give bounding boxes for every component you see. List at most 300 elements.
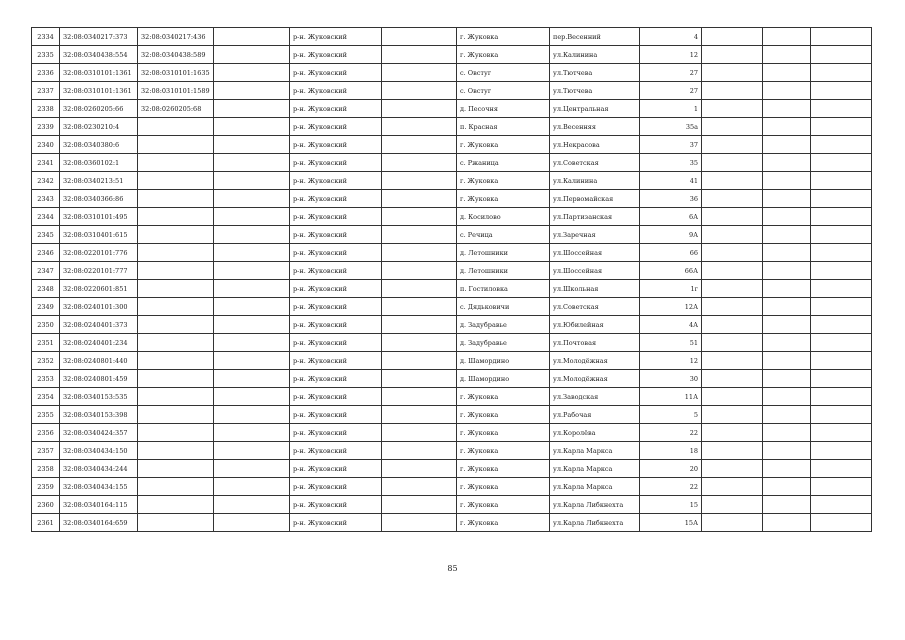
locality-cell: с. Речица: [457, 226, 550, 244]
table-row: [32, 352, 872, 370]
extra-col-c-cell: [811, 496, 872, 514]
table-row: [32, 226, 872, 244]
locality-cell: с. Овстуг: [457, 82, 550, 100]
district-cell: р-н. Жуковский: [290, 82, 382, 100]
street-cell: ул.Юбилейная: [550, 316, 640, 334]
extra-col-c-cell: [811, 334, 872, 352]
extra-col-c-cell: [811, 280, 872, 298]
house-number-cell: 66: [640, 244, 702, 262]
extra-col-b-cell: [763, 244, 811, 262]
locality-cell: д. Летошники: [457, 262, 550, 280]
district-cell: р-н. Жуковский: [290, 352, 382, 370]
extra-cadastral-number-cell: [214, 496, 290, 514]
table-row: [32, 406, 872, 424]
street-cell: ул.Рабочая: [550, 406, 640, 424]
row-number-cell: 2356: [32, 424, 60, 442]
linked-cadastral-number-cell: [138, 298, 214, 316]
locality-extra-cell: [382, 424, 457, 442]
extra-cadastral-number-cell: [214, 46, 290, 64]
cadastral-number-cell: 32:08:0220101:776: [60, 244, 138, 262]
extra-col-a-cell: [702, 190, 763, 208]
extra-col-a-cell: [702, 460, 763, 478]
row-number-cell: 2347: [32, 262, 60, 280]
extra-col-b-cell: [763, 478, 811, 496]
cadastral-number-cell: 32:08:0340164:115: [60, 496, 138, 514]
linked-cadastral-number-cell: [138, 172, 214, 190]
district-cell: р-н. Жуковский: [290, 388, 382, 406]
district-cell: р-н. Жуковский: [290, 100, 382, 118]
locality-extra-cell: [382, 442, 457, 460]
locality-cell: г. Жуковка: [457, 136, 550, 154]
extra-col-b-cell: [763, 190, 811, 208]
extra-cadastral-number-cell: [214, 424, 290, 442]
street-cell: ул.Карла Либкнехта: [550, 496, 640, 514]
locality-cell: д. Задубравье: [457, 334, 550, 352]
district-cell: р-н. Жуковский: [290, 28, 382, 46]
extra-col-c-cell: [811, 460, 872, 478]
house-number-cell: 22: [640, 478, 702, 496]
locality-extra-cell: [382, 226, 457, 244]
extra-col-a-cell: [702, 154, 763, 172]
extra-col-a-cell: [702, 298, 763, 316]
locality-cell: г. Жуковка: [457, 460, 550, 478]
extra-col-a-cell: [702, 352, 763, 370]
cadastral-number-cell: 32:08:0340424:357: [60, 424, 138, 442]
cadastral-number-cell: 32:08:0220101:777: [60, 262, 138, 280]
house-number-cell: 30: [640, 370, 702, 388]
extra-cadastral-number-cell: [214, 406, 290, 424]
house-number-cell: 1г: [640, 280, 702, 298]
extra-col-c-cell: [811, 442, 872, 460]
cadastral-number-cell: 32:08:0360102:1: [60, 154, 138, 172]
extra-col-a-cell: [702, 262, 763, 280]
locality-cell: д. Шамордино: [457, 370, 550, 388]
table-row: [32, 46, 872, 64]
street-cell: ул.Центральная: [550, 100, 640, 118]
extra-col-a-cell: [702, 514, 763, 532]
extra-col-b-cell: [763, 46, 811, 64]
linked-cadastral-number-cell: 32:08:0260205:68: [138, 100, 214, 118]
house-number-cell: 35: [640, 154, 702, 172]
table-row: [32, 244, 872, 262]
linked-cadastral-number-cell: [138, 442, 214, 460]
locality-extra-cell: [382, 370, 457, 388]
street-cell: ул.Первомайская: [550, 190, 640, 208]
extra-cadastral-number-cell: [214, 136, 290, 154]
locality-extra-cell: [382, 82, 457, 100]
street-cell: ул.Некрасова: [550, 136, 640, 154]
locality-cell: д. Косилово: [457, 208, 550, 226]
locality-extra-cell: [382, 262, 457, 280]
locality-extra-cell: [382, 28, 457, 46]
extra-col-a-cell: [702, 334, 763, 352]
cadastral-number-cell: 32:08:0310401:615: [60, 226, 138, 244]
extra-cadastral-number-cell: [214, 226, 290, 244]
table-row: [32, 172, 872, 190]
extra-cadastral-number-cell: [214, 442, 290, 460]
extra-col-c-cell: [811, 316, 872, 334]
extra-cadastral-number-cell: [214, 100, 290, 118]
extra-col-a-cell: [702, 100, 763, 118]
district-cell: р-н. Жуковский: [290, 442, 382, 460]
street-cell: ул.Калинина: [550, 172, 640, 190]
table-row: [32, 334, 872, 352]
district-cell: р-н. Жуковский: [290, 190, 382, 208]
cadastral-number-cell: 32:08:0340213:51: [60, 172, 138, 190]
extra-cadastral-number-cell: [214, 334, 290, 352]
extra-col-a-cell: [702, 478, 763, 496]
row-number-cell: 2355: [32, 406, 60, 424]
extra-col-a-cell: [702, 316, 763, 334]
street-cell: ул.Тютчева: [550, 82, 640, 100]
locality-extra-cell: [382, 208, 457, 226]
extra-col-c-cell: [811, 352, 872, 370]
cadastral-number-cell: 32:08:0230210:4: [60, 118, 138, 136]
street-cell: пер.Весенний: [550, 28, 640, 46]
linked-cadastral-number-cell: [138, 496, 214, 514]
row-number-cell: 2357: [32, 442, 60, 460]
extra-col-a-cell: [702, 280, 763, 298]
cadastral-number-cell: 32:08:0340153:535: [60, 388, 138, 406]
cadastral-number-cell: 32:08:0310101:1361: [60, 82, 138, 100]
extra-col-c-cell: [811, 82, 872, 100]
locality-cell: д. Шамордино: [457, 352, 550, 370]
house-number-cell: 15А: [640, 514, 702, 532]
row-number-cell: 2351: [32, 334, 60, 352]
house-number-cell: 4: [640, 28, 702, 46]
district-cell: р-н. Жуковский: [290, 316, 382, 334]
extra-col-c-cell: [811, 136, 872, 154]
extra-col-a-cell: [702, 46, 763, 64]
extra-col-c-cell: [811, 208, 872, 226]
locality-extra-cell: [382, 352, 457, 370]
district-cell: р-н. Жуковский: [290, 118, 382, 136]
extra-col-a-cell: [702, 64, 763, 82]
extra-col-c-cell: [811, 262, 872, 280]
street-cell: ул.Весенняя: [550, 118, 640, 136]
extra-col-b-cell: [763, 334, 811, 352]
extra-col-a-cell: [702, 118, 763, 136]
locality-cell: г. Жуковка: [457, 28, 550, 46]
extra-col-b-cell: [763, 118, 811, 136]
street-cell: ул.Советская: [550, 154, 640, 172]
house-number-cell: 6А: [640, 208, 702, 226]
cadastral-number-cell: 32:08:0340438:554: [60, 46, 138, 64]
row-number-cell: 2348: [32, 280, 60, 298]
linked-cadastral-number-cell: 32:08:0340217:436: [138, 28, 214, 46]
cadastral-number-cell: 32:08:0240801:440: [60, 352, 138, 370]
locality-extra-cell: [382, 280, 457, 298]
extra-col-c-cell: [811, 28, 872, 46]
extra-col-b-cell: [763, 352, 811, 370]
house-number-cell: 66А: [640, 262, 702, 280]
district-cell: р-н. Жуковский: [290, 514, 382, 532]
extra-col-b-cell: [763, 82, 811, 100]
linked-cadastral-number-cell: [138, 478, 214, 496]
locality-extra-cell: [382, 100, 457, 118]
locality-extra-cell: [382, 298, 457, 316]
extra-col-c-cell: [811, 154, 872, 172]
street-cell: ул.Заречная: [550, 226, 640, 244]
cadastral-number-cell: 32:08:0340380:6: [60, 136, 138, 154]
linked-cadastral-number-cell: [138, 424, 214, 442]
extra-col-c-cell: [811, 370, 872, 388]
cadastral-number-cell: 32:08:0340434:244: [60, 460, 138, 478]
cadastral-number-cell: 32:08:0310101:1361: [60, 64, 138, 82]
locality-extra-cell: [382, 478, 457, 496]
extra-cadastral-number-cell: [214, 370, 290, 388]
extra-col-b-cell: [763, 388, 811, 406]
locality-cell: с. Овстуг: [457, 64, 550, 82]
house-number-cell: 12: [640, 46, 702, 64]
district-cell: р-н. Жуковский: [290, 298, 382, 316]
district-cell: р-н. Жуковский: [290, 280, 382, 298]
house-number-cell: 36: [640, 190, 702, 208]
linked-cadastral-number-cell: 32:08:0340438:589: [138, 46, 214, 64]
extra-col-a-cell: [702, 136, 763, 154]
extra-cadastral-number-cell: [214, 190, 290, 208]
table-row: [32, 370, 872, 388]
district-cell: р-н. Жуковский: [290, 244, 382, 262]
extra-col-b-cell: [763, 514, 811, 532]
street-cell: ул.Карла Либкнехта: [550, 514, 640, 532]
extra-cadastral-number-cell: [214, 208, 290, 226]
row-number-cell: 2339: [32, 118, 60, 136]
row-number-cell: 2345: [32, 226, 60, 244]
extra-col-a-cell: [702, 496, 763, 514]
row-number-cell: 2359: [32, 478, 60, 496]
house-number-cell: 22: [640, 424, 702, 442]
table-row: [32, 82, 872, 100]
extra-col-b-cell: [763, 496, 811, 514]
street-cell: ул.Тютчева: [550, 64, 640, 82]
house-number-cell: 27: [640, 82, 702, 100]
extra-col-a-cell: [702, 406, 763, 424]
extra-cadastral-number-cell: [214, 298, 290, 316]
table-row: [32, 388, 872, 406]
linked-cadastral-number-cell: [138, 280, 214, 298]
table-row: [32, 460, 872, 478]
linked-cadastral-number-cell: [138, 370, 214, 388]
extra-col-c-cell: [811, 172, 872, 190]
extra-col-b-cell: [763, 136, 811, 154]
linked-cadastral-number-cell: [138, 154, 214, 172]
linked-cadastral-number-cell: [138, 352, 214, 370]
linked-cadastral-number-cell: [138, 190, 214, 208]
extra-col-c-cell: [811, 226, 872, 244]
extra-col-c-cell: [811, 406, 872, 424]
extra-col-b-cell: [763, 370, 811, 388]
linked-cadastral-number-cell: [138, 388, 214, 406]
linked-cadastral-number-cell: [138, 406, 214, 424]
house-number-cell: 27: [640, 64, 702, 82]
street-cell: ул.Школьная: [550, 280, 640, 298]
extra-cadastral-number-cell: [214, 28, 290, 46]
house-number-cell: 5: [640, 406, 702, 424]
linked-cadastral-number-cell: 32:08:0310101:1635: [138, 64, 214, 82]
cadastral-number-cell: 32:08:0340366:86: [60, 190, 138, 208]
district-cell: р-н. Жуковский: [290, 136, 382, 154]
row-number-cell: 2343: [32, 190, 60, 208]
locality-extra-cell: [382, 334, 457, 352]
locality-extra-cell: [382, 172, 457, 190]
table-body: [32, 28, 872, 532]
extra-cadastral-number-cell: [214, 154, 290, 172]
extra-col-b-cell: [763, 172, 811, 190]
extra-col-a-cell: [702, 226, 763, 244]
extra-col-c-cell: [811, 424, 872, 442]
locality-cell: г. Жуковка: [457, 442, 550, 460]
row-number-cell: 2361: [32, 514, 60, 532]
extra-col-c-cell: [811, 514, 872, 532]
extra-cadastral-number-cell: [214, 118, 290, 136]
locality-extra-cell: [382, 190, 457, 208]
locality-cell: д. Летошники: [457, 244, 550, 262]
locality-extra-cell: [382, 406, 457, 424]
house-number-cell: 4А: [640, 316, 702, 334]
extra-col-c-cell: [811, 298, 872, 316]
table-row: [32, 64, 872, 82]
street-cell: ул.Карла Маркса: [550, 478, 640, 496]
house-number-cell: 35а: [640, 118, 702, 136]
locality-cell: д. Задубравье: [457, 316, 550, 334]
extra-cadastral-number-cell: [214, 478, 290, 496]
locality-cell: г. Жуковка: [457, 190, 550, 208]
extra-col-b-cell: [763, 28, 811, 46]
street-cell: ул.Молодёжная: [550, 352, 640, 370]
house-number-cell: 12А: [640, 298, 702, 316]
linked-cadastral-number-cell: 32:08:0310101:1589: [138, 82, 214, 100]
extra-col-a-cell: [702, 442, 763, 460]
linked-cadastral-number-cell: [138, 316, 214, 334]
house-number-cell: 37: [640, 136, 702, 154]
street-cell: ул.Карла Маркса: [550, 442, 640, 460]
district-cell: р-н. Жуковский: [290, 370, 382, 388]
cadastral-number-cell: 32:08:0340153:398: [60, 406, 138, 424]
house-number-cell: 11А: [640, 388, 702, 406]
extra-cadastral-number-cell: [214, 280, 290, 298]
row-number-cell: 2338: [32, 100, 60, 118]
extra-cadastral-number-cell: [214, 172, 290, 190]
table-row: [32, 298, 872, 316]
locality-cell: с. Ржаница: [457, 154, 550, 172]
table-row: [32, 190, 872, 208]
locality-extra-cell: [382, 136, 457, 154]
extra-col-a-cell: [702, 424, 763, 442]
row-number-cell: 2360: [32, 496, 60, 514]
table-row: [32, 496, 872, 514]
district-cell: р-н. Жуковский: [290, 208, 382, 226]
district-cell: р-н. Жуковский: [290, 334, 382, 352]
extra-col-b-cell: [763, 64, 811, 82]
district-cell: р-н. Жуковский: [290, 262, 382, 280]
extra-col-b-cell: [763, 154, 811, 172]
district-cell: р-н. Жуковский: [290, 496, 382, 514]
locality-cell: с. Дядьковичи: [457, 298, 550, 316]
locality-extra-cell: [382, 244, 457, 262]
locality-extra-cell: [382, 496, 457, 514]
extra-cadastral-number-cell: [214, 352, 290, 370]
house-number-cell: 51: [640, 334, 702, 352]
extra-col-b-cell: [763, 316, 811, 334]
cadastral-number-cell: 32:08:0340434:155: [60, 478, 138, 496]
street-cell: ул.Молодёжная: [550, 370, 640, 388]
extra-col-a-cell: [702, 208, 763, 226]
locality-extra-cell: [382, 118, 457, 136]
house-number-cell: 20: [640, 460, 702, 478]
street-cell: ул.Советская: [550, 298, 640, 316]
extra-cadastral-number-cell: [214, 244, 290, 262]
extra-col-a-cell: [702, 370, 763, 388]
extra-cadastral-number-cell: [214, 82, 290, 100]
row-number-cell: 2344: [32, 208, 60, 226]
table-row: [32, 424, 872, 442]
locality-extra-cell: [382, 316, 457, 334]
extra-col-b-cell: [763, 442, 811, 460]
cadastral-number-cell: 32:08:0310101:495: [60, 208, 138, 226]
extra-cadastral-number-cell: [214, 64, 290, 82]
locality-extra-cell: [382, 460, 457, 478]
linked-cadastral-number-cell: [138, 262, 214, 280]
extra-col-a-cell: [702, 388, 763, 406]
table-row: [32, 154, 872, 172]
extra-col-c-cell: [811, 388, 872, 406]
district-cell: р-н. Жуковский: [290, 460, 382, 478]
street-cell: ул.Шоссейная: [550, 244, 640, 262]
locality-cell: г. Жуковка: [457, 46, 550, 64]
district-cell: р-н. Жуковский: [290, 172, 382, 190]
table-row: [32, 280, 872, 298]
district-cell: р-н. Жуковский: [290, 64, 382, 82]
linked-cadastral-number-cell: [138, 208, 214, 226]
locality-cell: п. Гостиловка: [457, 280, 550, 298]
table-row: [32, 118, 872, 136]
page-number: 85: [447, 564, 458, 573]
district-cell: р-н. Жуковский: [290, 154, 382, 172]
linked-cadastral-number-cell: [138, 514, 214, 532]
cadastral-number-cell: 32:08:0260205:66: [60, 100, 138, 118]
registry-table: [31, 27, 872, 532]
extra-col-c-cell: [811, 64, 872, 82]
street-cell: ул.Королёва: [550, 424, 640, 442]
house-number-cell: 15: [640, 496, 702, 514]
locality-cell: п. Красная: [457, 118, 550, 136]
extra-col-a-cell: [702, 244, 763, 262]
extra-col-b-cell: [763, 208, 811, 226]
row-number-cell: 2334: [32, 28, 60, 46]
locality-extra-cell: [382, 388, 457, 406]
locality-cell: д. Песочня: [457, 100, 550, 118]
table-row: [32, 28, 872, 46]
extra-cadastral-number-cell: [214, 460, 290, 478]
table-row: [32, 514, 872, 532]
street-cell: ул.Заводская: [550, 388, 640, 406]
row-number-cell: 2349: [32, 298, 60, 316]
cadastral-number-cell: 32:08:0340434:150: [60, 442, 138, 460]
linked-cadastral-number-cell: [138, 118, 214, 136]
locality-cell: г. Жуковка: [457, 496, 550, 514]
district-cell: р-н. Жуковский: [290, 424, 382, 442]
cadastral-number-cell: 32:08:0340164:659: [60, 514, 138, 532]
row-number-cell: 2354: [32, 388, 60, 406]
cadastral-number-cell: 32:08:0220601:851: [60, 280, 138, 298]
linked-cadastral-number-cell: [138, 226, 214, 244]
extra-col-c-cell: [811, 100, 872, 118]
extra-col-b-cell: [763, 298, 811, 316]
cadastral-number-cell: 32:08:0340217:373: [60, 28, 138, 46]
street-cell: ул.Калинина: [550, 46, 640, 64]
district-cell: р-н. Жуковский: [290, 46, 382, 64]
